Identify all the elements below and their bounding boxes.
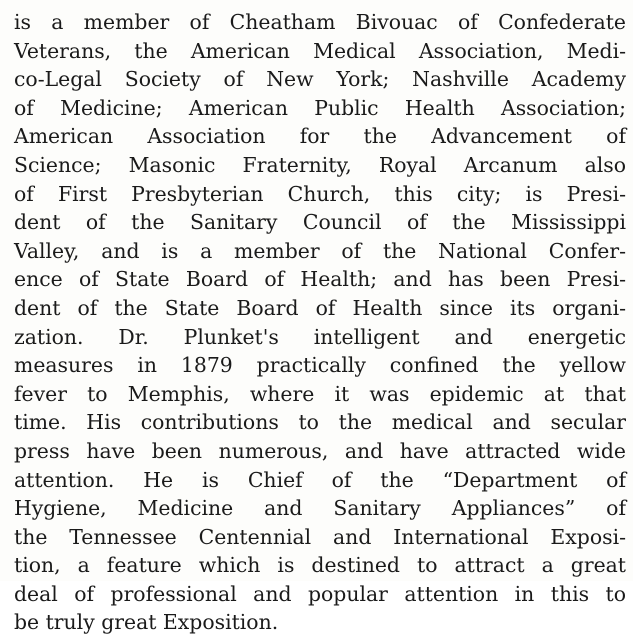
text-line: Valley, and is a member of the National Confer- <box>14 238 626 263</box>
text-line: fever to Memphis, where it was epidemic at that <box>14 381 626 406</box>
text-line: dent of the Sanitary Council of the Mississippi <box>14 210 626 235</box>
text-line: American Association for the Advancement of <box>14 124 626 149</box>
text-line: of Medicine; American Public Health Association; <box>14 95 626 120</box>
text-line: Hygiene, Medicine and Sanitary Appliances” of <box>14 496 626 521</box>
text-line: Veterans, the American Medical Association, Medi- <box>14 38 626 63</box>
text-line: Science; Masonic Fraternity, Royal Arcanum also <box>14 152 626 177</box>
text-line: be truly great Exposition. <box>14 610 279 635</box>
text-line: measures in 1879 practically confined the yellow <box>14 353 626 378</box>
text-line: the Tennessee Centennial and International Exposi- <box>14 524 626 549</box>
text-line: zation. Dr. Plunket's intelligent and energetic <box>14 324 626 349</box>
text-line: ence of State Board of Health; and has been Presi- <box>14 267 626 292</box>
text-line: dent of the State Board of Health since its organi- <box>14 295 626 320</box>
text-line: tion, a feature which is destined to attract a great <box>14 553 626 578</box>
text-line: attention. He is Chief of the “Department of <box>14 467 626 492</box>
body-paragraph <box>14 8 626 637</box>
text-line: deal of professional and popular attention in this to <box>14 581 626 606</box>
text-line: is a member of Cheatham Bivouac of Confederate <box>14 10 626 34</box>
text-line: co-Legal Society of New York; Nashville Academy <box>14 67 626 92</box>
text-line: press have been numerous, and have attracted wide <box>14 438 626 463</box>
text-line: time. His contributions to the medical and secular <box>14 410 626 435</box>
text-line: of First Presbyterian Church, this city; is Presi- <box>14 181 626 206</box>
